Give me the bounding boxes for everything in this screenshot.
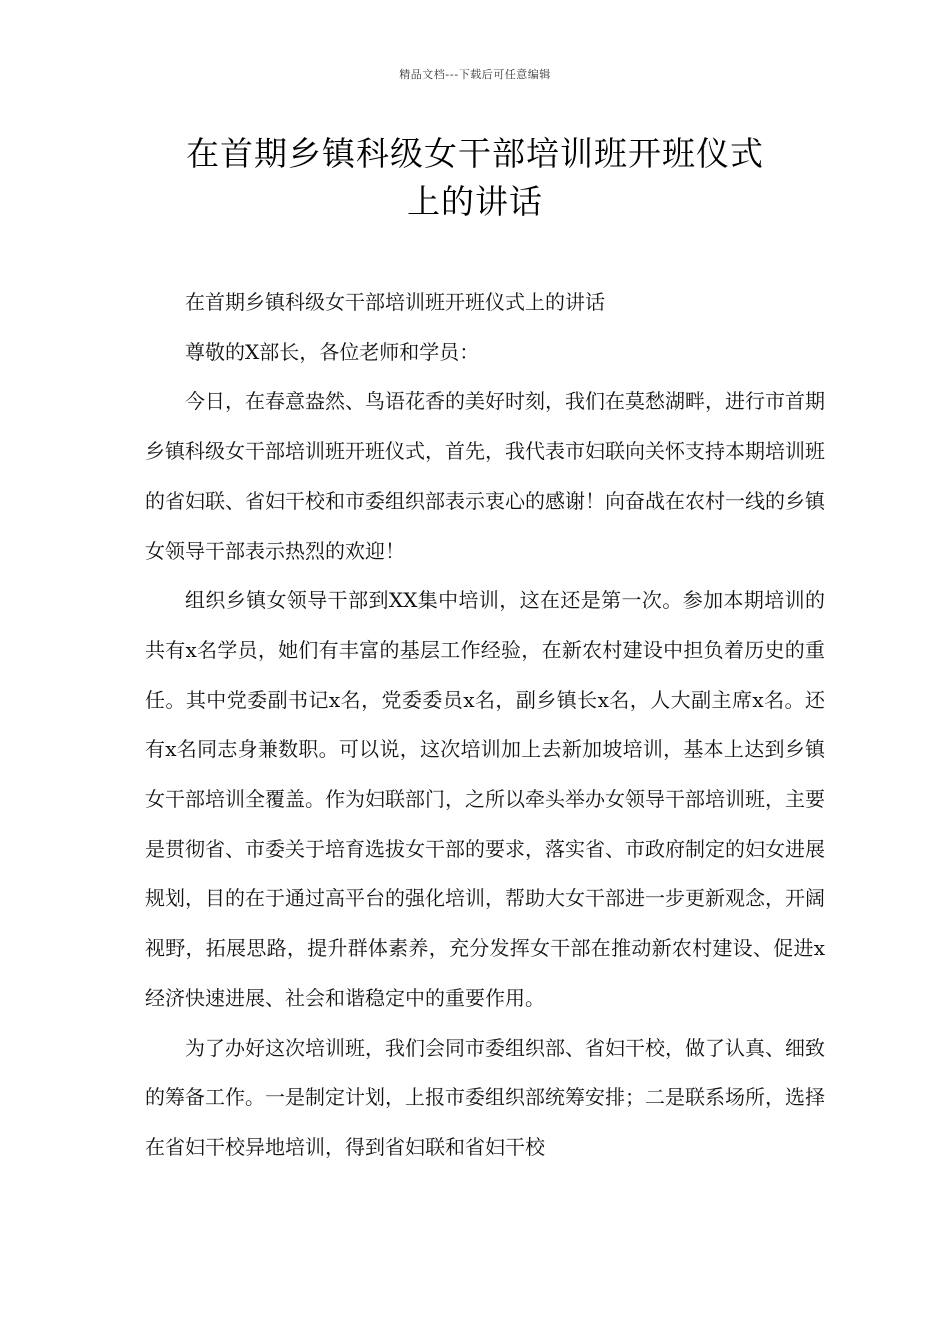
- document-title: [120, 130, 830, 226]
- paragraph-3: 为了办好这次培训班，我们会同市委组织部、省妇干校，做了认真、细致的筹备工作。一是制定计划，上报市委组织部统筹安排；二是联系场所，选择在省妇干校异地培训，得到省妇联和省妇干校: [145, 1035, 825, 1159]
- title-line-2: 上的讲话: [407, 182, 543, 221]
- paragraph-2: 组织乡镇女领导干部到XX集中培训，这在还是第一次。参加本期培训的共有x名学员，她们有丰富的基层工作经验，在新农村建设中担负着历史的重任。其中党委副书记x名，党委委员x名，副乡镇长x名，人大副主席x名。还有x名同志身兼数职。可以说，这次培训加上去新加坡培训，基本上达到乡镇女干部培训全覆盖。作为妇联部门，之所以牵头举办女领导干部培训班，主要是贯彻省、市委关于培育选拔女干部的要求，落实省、市政府制定的妇女进展规划，目的在于通过高平台的强化培训，帮助大女干部进一步更新观念，开阔视野，拓展思路，提升群体素养，充分发挥女干部在推动新农村建设、促进x经济快速进展、社会和谐稳定中的重要作用。: [145, 588, 825, 1010]
- header-note: 精品文档---下载后可任意编辑: [399, 68, 551, 81]
- document-body: [145, 278, 825, 1173]
- paragraph-1: 今日，在春意盎然、鸟语花香的美好时刻，我们在莫愁湖畔，进行市首期乡镇科级女干部培训班开班仪式，首先，我代表市妇联向关怀支持本期培训班的省妇联、省妇干校和市委组织部表示衷心的感谢！向奋战在农村一线的乡镇女领导干部表示热烈的欢迎！: [145, 389, 825, 563]
- paragraph-subtitle: 在首期乡镇科级女干部培训班开班仪式上的讲话: [185, 290, 605, 314]
- title-line-1: 在首期乡镇科级女干部培训班开班仪式: [186, 134, 764, 173]
- paragraph-salutation: 尊敬的X部长，各位老师和学员：: [185, 339, 480, 364]
